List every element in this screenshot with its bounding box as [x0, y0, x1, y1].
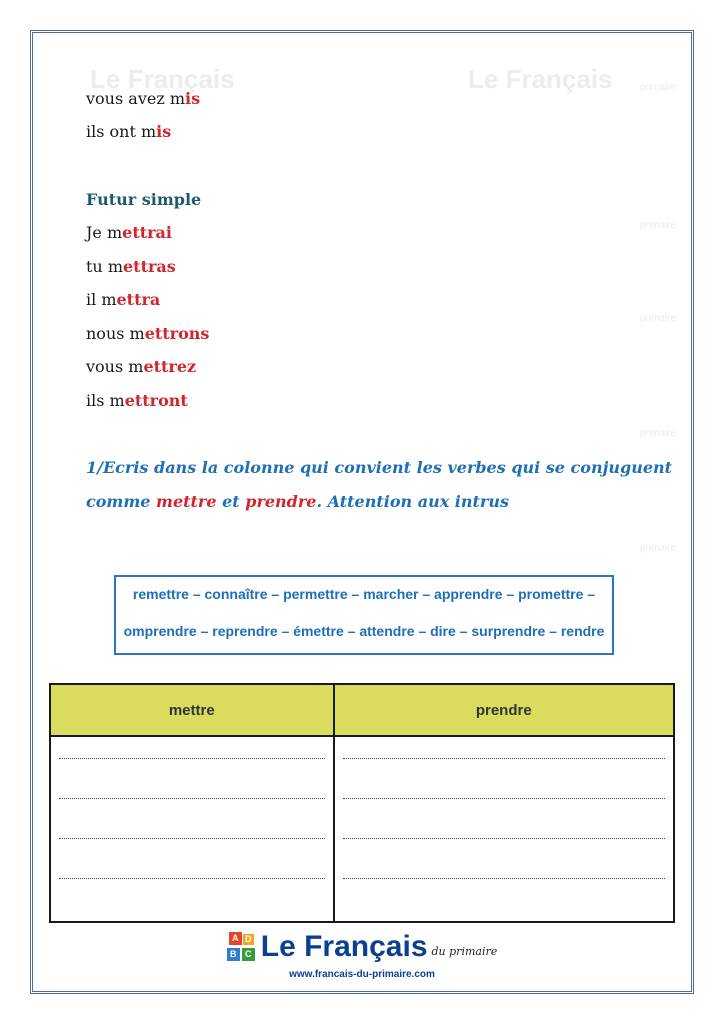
word-list-line: remettre – connaître – permettre – marcher – apprendre – promettre –	[132, 586, 596, 602]
exercise-instruction: 1/Ecris dans la colonne qui convient les verbes qui se conjuguent	[86, 458, 673, 477]
watermark-text: primaire	[640, 220, 677, 231]
conjugation-line: vous avez mis	[86, 89, 201, 108]
column-header-mettre: mettre	[50, 684, 334, 736]
section-heading: Futur simple	[86, 190, 202, 209]
answer-line[interactable]	[59, 799, 325, 839]
answer-line[interactable]	[343, 759, 665, 799]
word-list-box	[114, 575, 614, 655]
answer-line[interactable]	[59, 737, 325, 759]
website-link[interactable]: www.francais-du-primaire.com	[289, 969, 435, 980]
footer-logo	[0, 932, 724, 980]
conjugation-line: nous mettrons	[86, 324, 210, 343]
watermark-text: primaire	[640, 313, 677, 324]
column-header-prendre: prendre	[334, 684, 674, 736]
answer-column-mettre[interactable]	[50, 736, 334, 922]
watermark-text: primaire	[640, 82, 677, 93]
conjugation-line: tu mettras	[86, 257, 176, 276]
brand-subtitle: du primaire	[431, 945, 498, 958]
brand-name: Le Français	[260, 930, 428, 963]
conjugation-line: Je mettrai	[86, 223, 172, 242]
watermark-logo: Le Français	[90, 64, 235, 94]
watermark-text: primaire	[640, 543, 677, 554]
sorting-table	[49, 683, 675, 923]
answer-line[interactable]	[59, 759, 325, 799]
conjugation-line: ils ont mis	[86, 122, 172, 141]
exercise-instruction: comme mettre et prendre. Attention aux intrus	[86, 492, 509, 511]
abc-blocks-icon: A B C D	[227, 932, 257, 962]
watermark-text: primaire	[640, 428, 677, 439]
answer-line[interactable]	[343, 737, 665, 759]
answer-line[interactable]	[59, 839, 325, 879]
conjugation-line: ils mettront	[86, 391, 188, 410]
answer-column-prendre[interactable]	[334, 736, 674, 922]
answer-line[interactable]	[343, 799, 665, 839]
watermark-logo: Le Français	[468, 64, 613, 94]
answer-line[interactable]	[343, 839, 665, 879]
conjugation-line: vous mettrez	[86, 357, 197, 376]
word-list-line: omprendre – reprendre – émettre – attendre – dire – surprendre – rendre	[123, 623, 605, 639]
conjugation-line: il mettra	[86, 290, 161, 309]
